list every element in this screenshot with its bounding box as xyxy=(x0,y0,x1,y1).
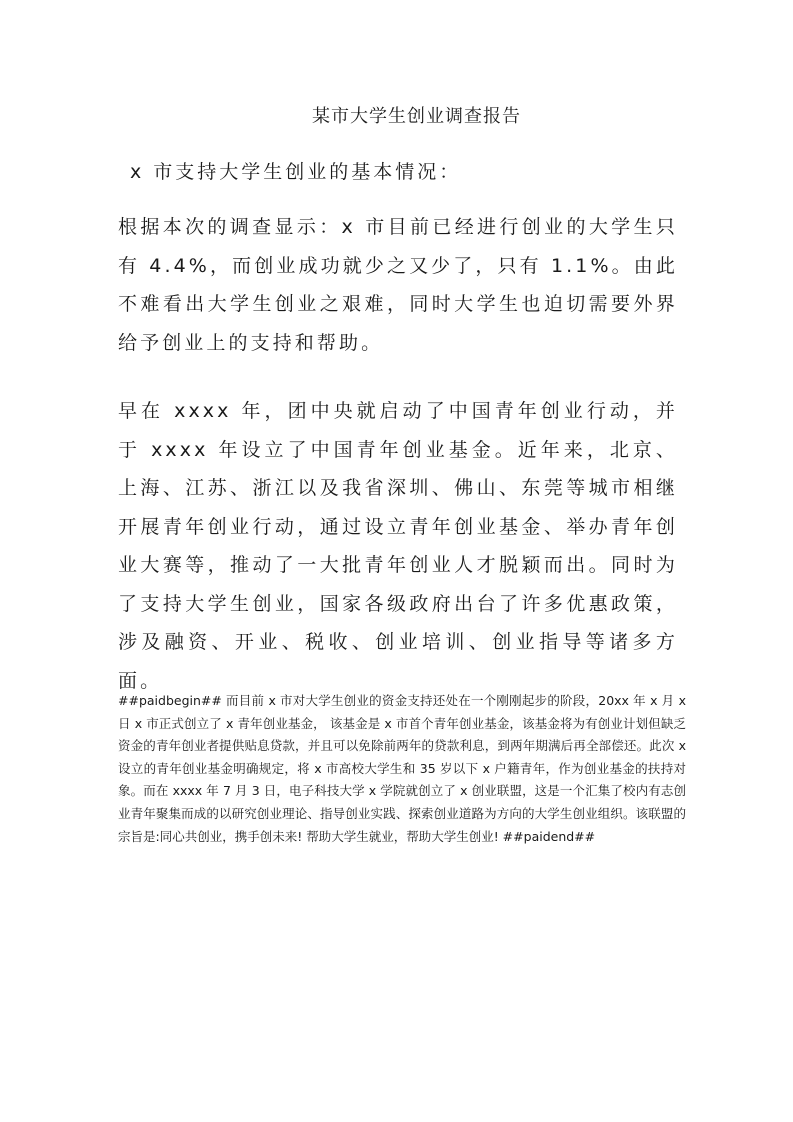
paragraph-survey-results: 根据本次的调查显示：x 市目前已经进行创业的大学生只有 4.4%，而创业成功就少之又少了，只有 1.1%。由此不难看出大学生创业之艰难，同时大学生也迫切需要外界给予创业上的支持和帮助。 xyxy=(118,216,678,354)
section-heading: x 市支持大学生创业的基本情况： xyxy=(130,161,462,183)
paid-section-text: ##paidbegin## 而目前 x 市对大学生创业的资金支持还处在一个刚刚起步的阶段，20xx 年 x 月 x 日 x 市正式创立了 x 青年创业基金， 该基金是 x 市首个青年创业基金，该基金将为有创业计划但缺乏资金的青年创业者提供贴息贷款，并且可以免除前两年的贷款利息，到两年期满后再全部偿还。此次 x 设立的青年创业基金明确规定，将 x 市高校大学生和 35 岁以下 x 户籍青年，作为创业基金的扶持对象。而在 xxxx 年 7 月 3 日，电子科技大学 x 学院就创立了 x 创业联盟，这是一个汇集了校内有志创业青年聚集而成的以研究创业理论、指导创业实践、探索创业道路为方向的大学生创业组织。该联盟的宗旨是:同心共创业，携手创未来! 帮助大学生就业，帮助大学生创业! ##paidend## xyxy=(118,693,686,844)
paragraph-youth-entrepreneurship: 早在 xxxx 年，团中央就启动了中国青年创业行动，并于 xxxx 年设立了中国青年创业基金。近年来，北京、上海、江苏、浙江以及我省深圳、佛山、东莞等城市相继开展青年创业行动，通过设立青年创业基金、举办青年创业大赛等，推动了一大批青年创业人才脱颖而出。同时为了支持大学生创业，国家各级政府出台了许多优惠政策，涉及融资、开业、税收、创业培训、创业指导等诸多方面。 xyxy=(118,400,678,692)
document-title: 某市大学生创业调查报告 xyxy=(312,106,521,127)
